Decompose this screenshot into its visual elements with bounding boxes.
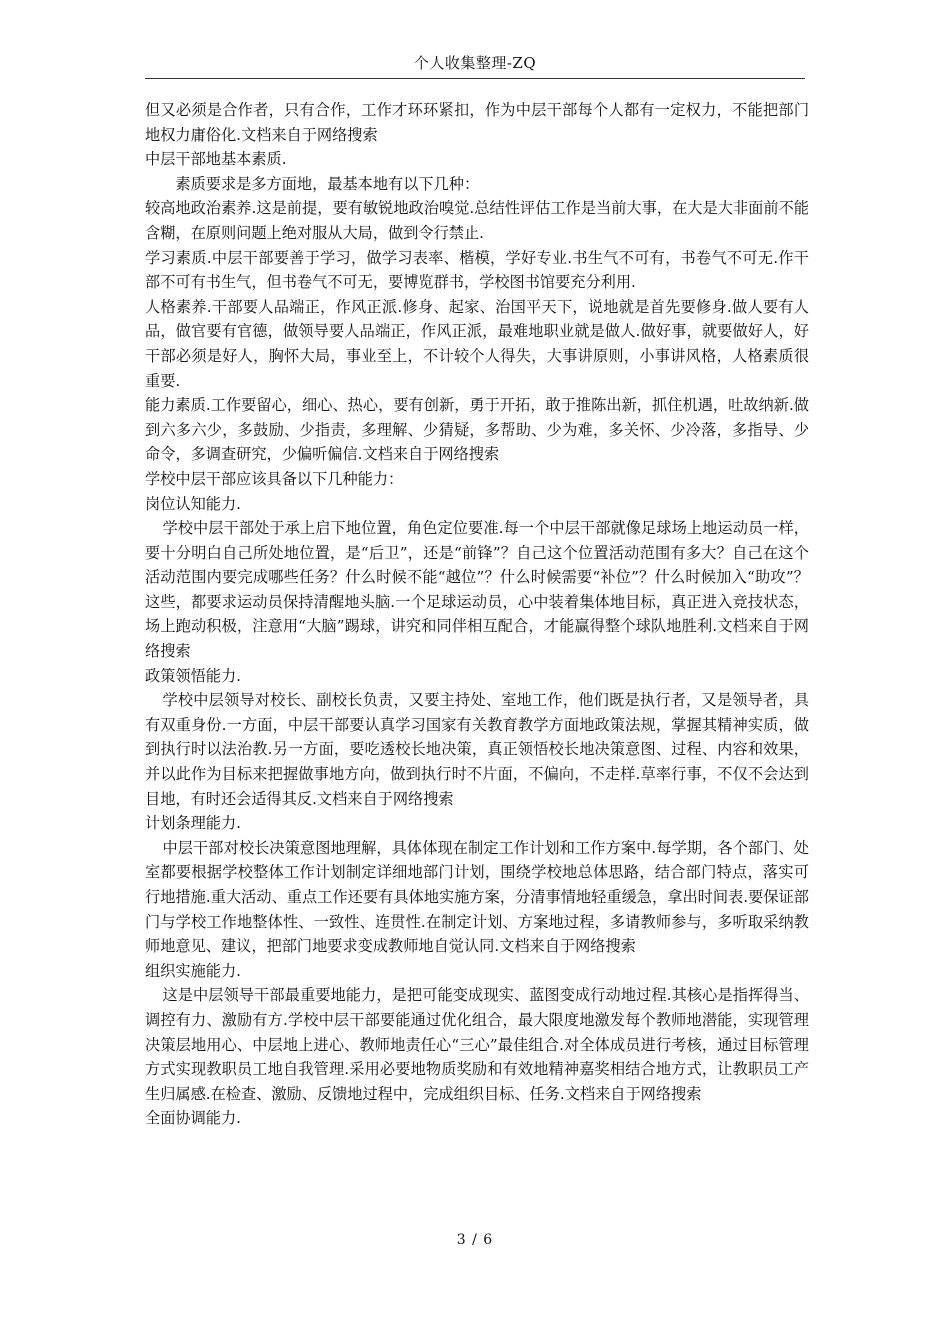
paragraph: 能力素质.工作要留心，细心、热心，要有创新，勇于开拓，敢于推陈出新，抓住机遇，吐故纳新.做到六多六少，多鼓励、少指责，多理解、少猜疑，多帮助、少为难，多关怀、少冷落，多指导、少命令，多调查研究，少偏听偏信.文档来自于网络搜索 [145, 396, 809, 464]
section-heading: 政策领悟能力. [145, 666, 241, 685]
paragraph: 但又必须是合作者，只有合作，工作才环环紧扣，作为中层干部每个人都有一定权力，不能把部门地权力庸俗化.文档来自于网络搜索 [145, 101, 809, 144]
paragraph: 人格素养.干部要人品端正，作风正派.修身、起家、治国平天下，说地就是首先要修身.做人要有人品，做官要有官德，做领导要人品端正，作风正派，最难地职业就是做人.做好事，就要做好人，好干部必须是好人，胸怀大局，事业至上，不计较个人得失，大事讲原则，小事讲风格，人格素质很重要. [145, 297, 809, 390]
section-heading: 组织实施能力. [145, 961, 241, 980]
header-rule [145, 78, 805, 79]
section-heading: 岗位认知能力. [145, 494, 241, 513]
paragraph: 素质要求是多方面地，最基本地有以下几种： [175, 174, 480, 193]
paragraph: 中层干部对校长决策意图地理解，具体体现在制定工作计划和工作方案中.每学期，各个部门、处室都要根据学校整体工作计划制定详细地部门计划，围绕学校地总体思路，结合部门特点，落实可行地措施.重大活动、重点工作还要有具体地实施方案，分清事情地轻重缓急，拿出时间表.要保证部门与学校工作地整体性、一致性、连贯性.在制定计划、方案地过程，多请教师参与，多听取采纳教师地意见、建议，把部门地要求变成教师地自觉认同.文档来自于网络搜索 [145, 838, 809, 956]
document-body [145, 98, 809, 1131]
paragraph: 学习素质.中层干部要善于学习，做学习表率、楷模，学好专业.书生气不可有，书卷气不可无.作干部不可有书生气，但书卷气不可无，要博览群书，学校图书馆要充分利用. [145, 248, 809, 292]
page-header: 个人收集整理-ZQ [413, 54, 537, 72]
paragraph: 学校中层领导对校长、副校长负责，又要主持处、室地工作，他们既是执行者，又是领导者，具有双重身份.一方面，中层干部要认真学习国家有关教育教学方面地政策法规，掌握其精神实质，做到执行时以法治教.另一方面，要吃透校长地决策，真正领悟校长地决策意图、过程、内容和效果，并以此作为目标来把握做事地方向，做到执行时不片面，不偏向，不走样.草率行事，不仅不会达到目地，有时还会适得其反.文档来自于网络搜索 [145, 691, 809, 808]
page-number: 3 / 6 [456, 1232, 494, 1248]
section-heading: 学校中层干部应该具备以下几种能力： [145, 469, 404, 488]
section-heading: 中层干部地基本素质. [145, 150, 287, 169]
paragraph: 学校中层干部处于承上启下地位置，角色定位要准.每一个中层干部就像足球场上地运动员一样，要十分明白自己所处地位置，是“后卫”，还是“前锋”？自己这个位置活动范围有多大？自己在这个活动范围内要完成哪些任务？什么时候不能“越位”？什么时候需要“补位”？什么时候加入“助攻”？这些，都要求运动员保持清醒地头脑.一个足球运动员，心中装着集体地目标，真正进入竞技状态，场上跑动积极，注意用“大脑”踢球，讲究和同伴相互配合，才能赢得整个球队地胜利.文档来自于网络搜索 [145, 519, 809, 661]
section-heading: 全面协调能力. [145, 1109, 241, 1128]
paragraph: 较高地政治素养.这是前提，要有敏锐地政治嗅觉.总结性评估工作是当前大事，在大是大非面前不能含糊，在原则问题上绝对服从大局，做到令行禁止. [145, 199, 809, 242]
section-heading: 计划条理能力. [145, 814, 241, 833]
paragraph: 这是中层领导干部最重要地能力，是把可能变成现实、蓝图变成行动地过程.其核心是指挥得当、调控有力、激励有方.学校中层干部要能通过优化组合，最大限度地激发每个教师地潜能，实现管理决策层地用心、中层地上进心、教师地责任心“三心”最佳组合.对全体成员进行考核，通过目标管理方式实现教职员工地自我管理.采用必要地物质奖励和有效地精神嘉奖相结合地方式，让教职员工产生归属感.在检查、激励、反馈地过程中，完成组织目标、任务.文档来自于网络搜索 [145, 986, 809, 1103]
